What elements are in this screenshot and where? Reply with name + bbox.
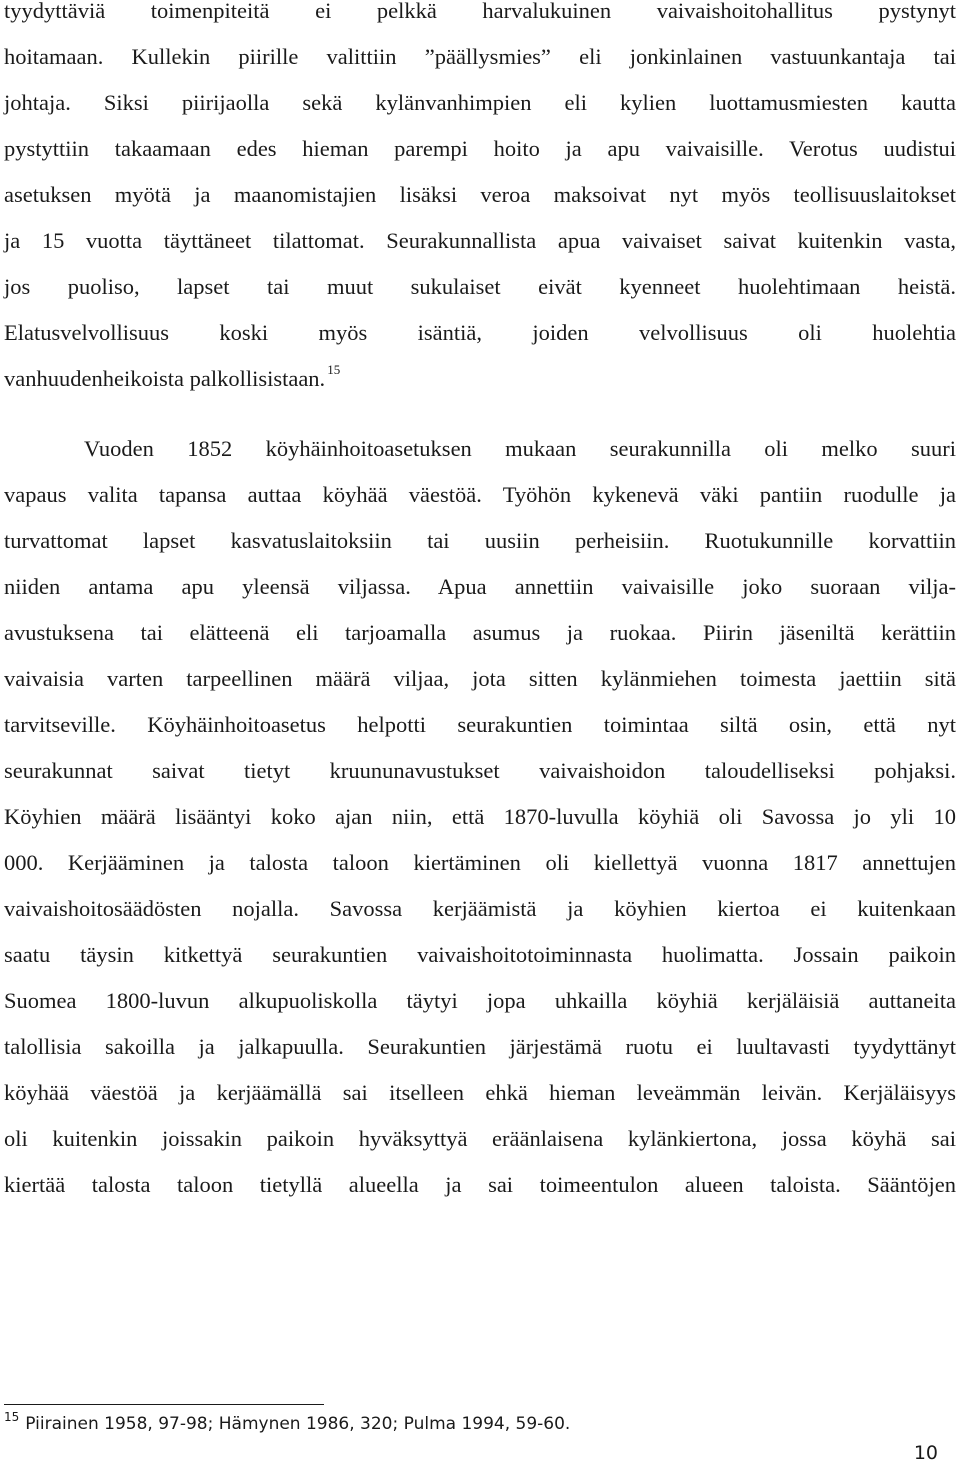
page-number: 10 — [913, 1442, 938, 1464]
text-line: seurakunnat saivat tietyt kruununavustukset vaivaishoidon taloudelliseksi pohjaksi. — [4, 758, 956, 783]
footnote-marker: 15 — [4, 1410, 20, 1424]
text-line-content: vanhuudenheikoista palkollisistaan. — [4, 366, 326, 391]
text-line: kiertää talosta taloon tietyllä alueella ja sai toimeentulon alueen taloista. Sääntöjen — [4, 1172, 956, 1197]
text-line: 000. Kerjääminen ja talosta taloon kiertäminen oli kiellettyä vuonna 1817 annettujen — [4, 850, 956, 875]
text-line: vaivaisia varten tarpeellinen määrä viljaa, jota sitten kylänmiehen toimesta jaettiin sitä — [4, 666, 956, 691]
footnote-reference[interactable]: 15 — [327, 362, 341, 377]
text-line: avustuksena tai elätteenä eli tarjoamalla asumus ja ruokaa. Piirin jäseniltä kerättiin — [4, 620, 956, 645]
text-line: vapaus valita tapansa auttaa köyhää väestöä. Työhön kykenevä väki pantiin ruodulle ja — [4, 482, 956, 507]
text-line: tyydyttäviä toimenpiteitä ei pelkkä harvalukuinen vaivaishoitohallitus pystynyt — [4, 0, 956, 23]
text-line: johtaja. Siksi piirijaolla sekä kylänvanhimpien eli kylien luottamusmiesten kautta — [4, 90, 956, 115]
footnote — [4, 1412, 570, 1437]
text-line: saatu täysin kitkettyä seurakuntien vaivaishoitotoiminnasta huolimatta. Jossain paikoin — [4, 942, 956, 967]
text-line: köyhää väestöä ja kerjäämällä sai itselleen ehkä hieman leveämmän leivän. Kerjäläisyys — [4, 1080, 956, 1105]
text-line: talollisia sakoilla ja jalkapuulla. Seurakuntien järjestämä ruotu ei luultavasti tyydyttänyt — [4, 1034, 956, 1059]
text-line-with-footnote — [4, 364, 956, 397]
text-line: ja 15 vuotta täyttäneet tilattomat. Seurakunnallista apua vaivaiset saivat kuitenkin vasta, — [4, 228, 956, 253]
text-line: asetuksen myötä ja maanomistajien lisäksi veroa maksoivat nyt myös teollisuuslaitokset — [4, 182, 956, 207]
footnote-text: Piirainen 1958, 97-98; Hämynen 1986, 320; Pulma 1994, 59-60. — [25, 1414, 571, 1434]
text-line: vaivaishoitosäädösten nojalla. Savossa kerjäämistä ja köyhien kiertoa ei kuitenkaan — [4, 896, 956, 921]
text-line: pystyttiin takaamaan edes hieman parempi hoito ja apu vaivaisille. Verotus uudistui — [4, 136, 956, 161]
text-line: Vuoden 1852 köyhäinhoitoasetuksen mukaan seurakunnilla oli melko suuri — [84, 436, 956, 461]
text-line: Elatusvelvollisuus koski myös isäntiä, joiden velvollisuus oli huolehtia — [4, 320, 956, 345]
text-line: Suomea 1800-luvun alkupuoliskolla täytyi jopa uhkailla köyhiä kerjäläisiä auttaneita — [4, 988, 956, 1013]
text-line: turvattomat lapset kasvatuslaitoksiin tai uusiin perheisiin. Ruotukunnille korvattiin — [4, 528, 956, 553]
text-line: tarvitseville. Köyhäinhoitoasetus helpotti seurakuntien toimintaa siltä osin, että nyt — [4, 712, 956, 737]
text-line: jos puoliso, lapset tai muut sukulaiset eivät kyenneet huolehtimaan heistä. — [4, 274, 956, 299]
text-line: Köyhien määrä lisääntyi koko ajan niin, että 1870-luvulla köyhiä oli Savossa jo yli 10 — [4, 804, 956, 829]
text-line: niiden antama apu yleensä viljassa. Apua annettiin vaivaisille joko suoraan vilja- — [4, 574, 956, 599]
footnote-divider — [4, 1404, 324, 1405]
text-line: oli kuitenkin joissakin paikoin hyväksyttyä eräänlaisena kylänkiertona, jossa köyhä sai — [4, 1126, 956, 1151]
text-line: hoitamaan. Kullekin piirille valittiin ”päällysmies” eli jonkinlainen vastuunkantaja tai — [4, 44, 956, 69]
